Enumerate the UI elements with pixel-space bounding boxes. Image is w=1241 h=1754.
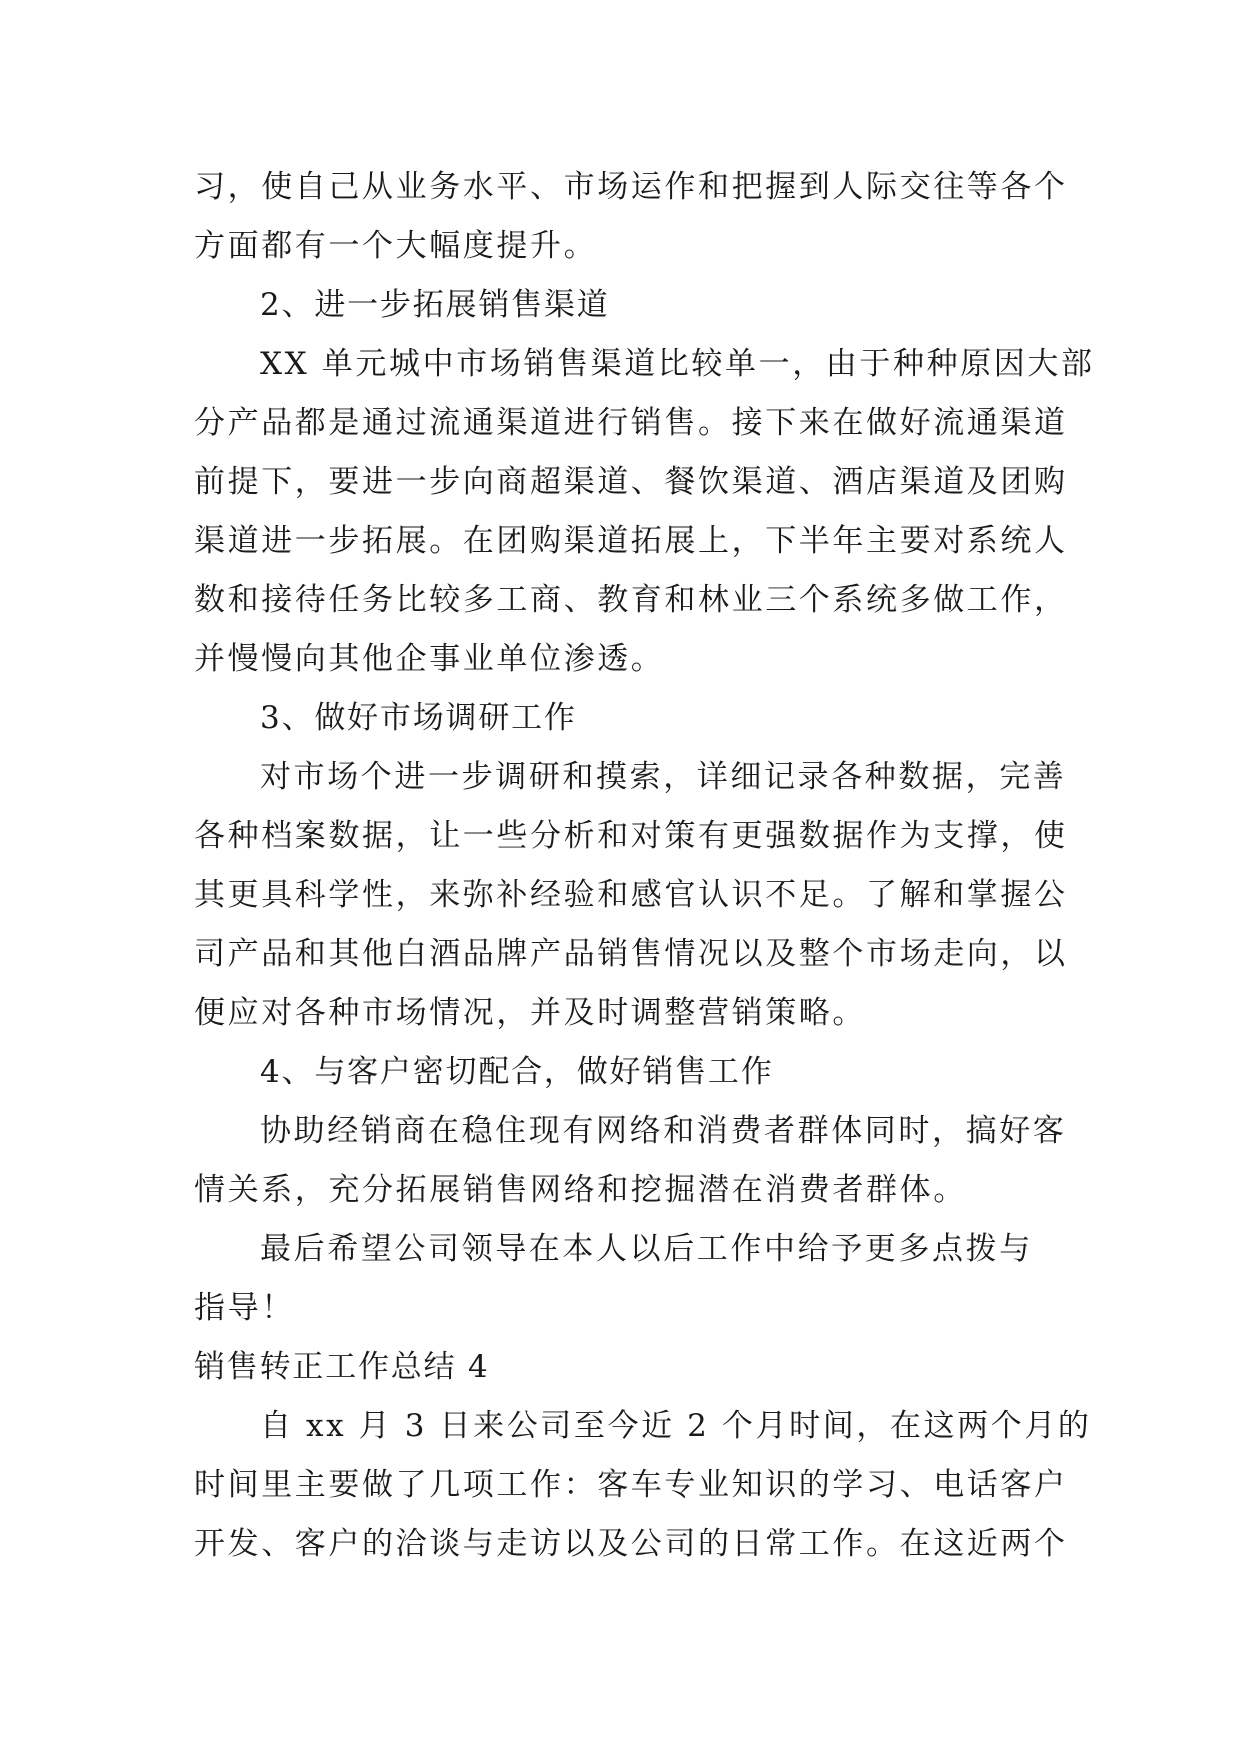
document-body [194, 158, 1095, 1574]
text-line: 司产品和其他白酒品牌产品销售情况以及整个市场走向，以 [194, 936, 1068, 972]
section-heading: 2、进一步拓展销售渠道 [260, 287, 610, 323]
text-line: 数和接待任务比较多工商、教育和林业三个系统多做工作， [194, 582, 1068, 618]
text-line: 情关系，充分拓展销售网络和挖掘潜在消费者群体。 [194, 1172, 967, 1208]
document-title: 销售转正工作总结 4 [194, 1349, 490, 1385]
section-heading: 4、与客户密切配合，做好销售工作 [260, 1054, 774, 1090]
text-line: 分产品都是通过流通渠道进行销售。接下来在做好流通渠道 [194, 405, 1068, 441]
text-line: 渠道进一步拓展。在团购渠道拓展上，下半年主要对系统人 [194, 523, 1068, 559]
text-line: 指导！ [194, 1290, 295, 1326]
text-line: 开发、客户的洽谈与走访以及公司的日常工作。在这近两个 [194, 1526, 1068, 1562]
text-line: 并慢慢向其他企事业单位渗透。 [194, 641, 665, 677]
section-heading: 3、做好市场调研工作 [260, 700, 577, 736]
text-line: 各种档案数据，让一些分析和对策有更强数据作为支撑，使 [194, 818, 1068, 854]
text-line: 其更具科学性，来弥补经验和感官认识不足。了解和掌握公 [194, 877, 1068, 913]
text-line: 习，使自己从业务水平、市场运作和把握到人际交往等各个 [194, 169, 1068, 205]
text-line: 便应对各种市场情况，并及时调整营销策略。 [194, 995, 866, 1031]
text-line: 方面都有一个大幅度提升。 [194, 228, 598, 264]
text-line: 协助经销商在稳住现有网络和消费者群体同时，搞好客 [260, 1113, 1067, 1149]
text-line: XX 单元城中市场销售渠道比较单一，由于种种原因大部 [260, 346, 1095, 382]
text-line: 前提下，要进一步向商超渠道、餐饮渠道、酒店渠道及团购 [194, 464, 1068, 500]
text-line: 自 xx 月 3 日来公司至今近 2 个月时间，在这两个月的 [260, 1408, 1092, 1444]
text-line: 最后希望公司领导在本人以后工作中给予更多点拨与 [260, 1231, 1033, 1267]
text-line: 对市场个进一步调研和摸索，详细记录各种数据，完善 [260, 759, 1067, 795]
text-line: 时间里主要做了几项工作：客车专业知识的学习、电话客户 [194, 1467, 1068, 1503]
